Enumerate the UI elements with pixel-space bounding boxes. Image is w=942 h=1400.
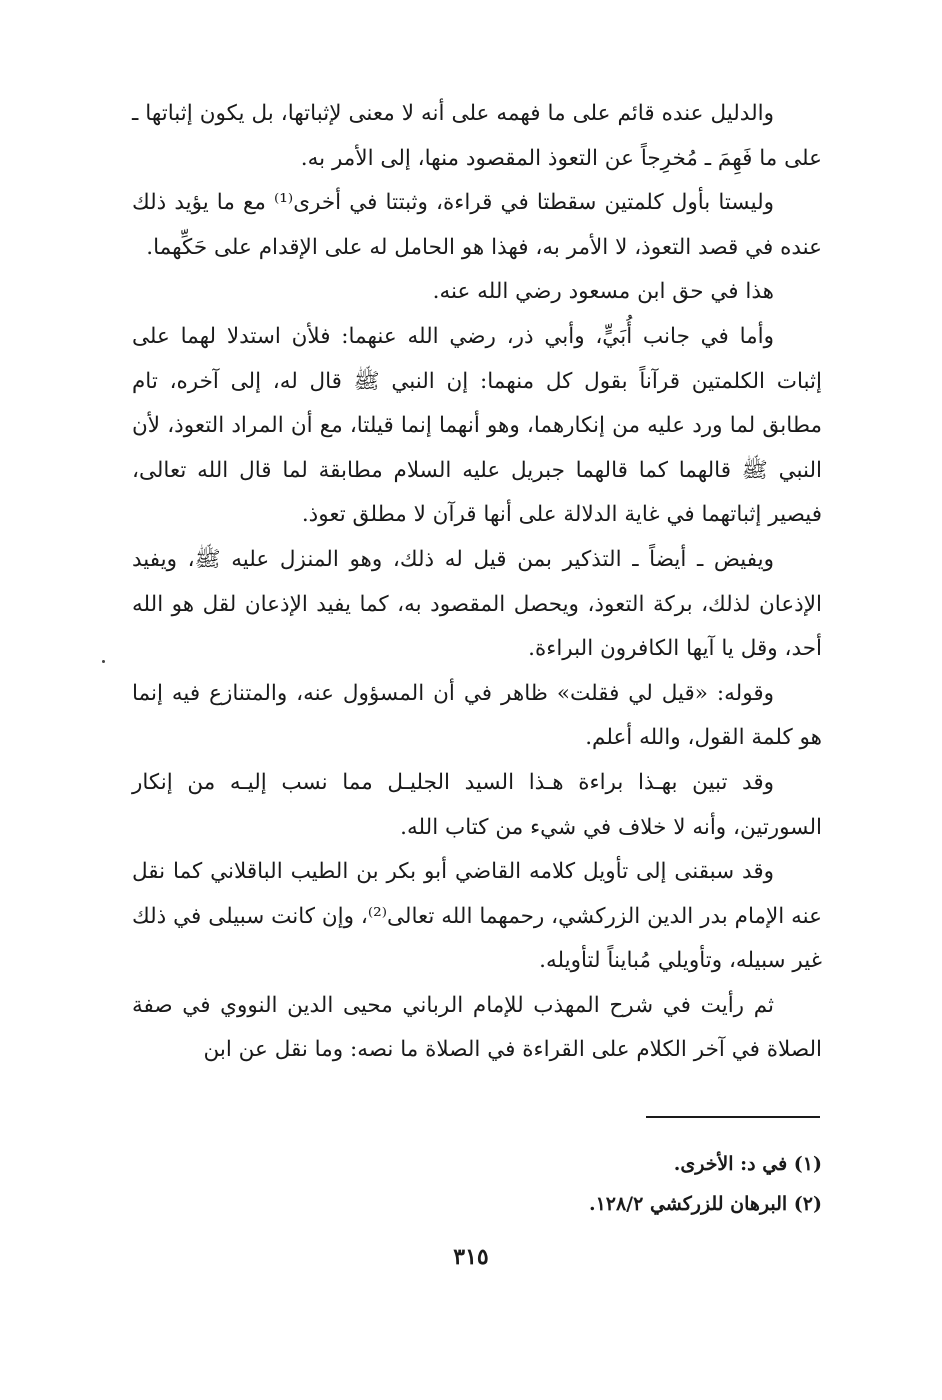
paragraph-7: وقد تبين بهـذا براءة هـذا السيد الجليـل مما نسب إليـه من إنكار السورتين، وأنه لا خلاف في شيء من كتاب الله. [132, 769, 822, 840]
footnote-2: (٢) البرهان للزركشي ١٢٨/٢. [588, 1193, 822, 1215]
paragraph-8: وقد سبقنى إلى تأويل كلامه القاضي أبو بكر بن الطيب الباقلاني كما نقل عنه الإمام بدر الدين الزركشي، رحمهما الله تعالى⁽²⁾، وإن كانت سبيلى في ذلك غير سبيله، وتأويلي مُبايناً لتأويله. [132, 859, 822, 974]
paragraph-9: ثم رأيت في شرح المهذب للإمام الرباني محيى الدين النووي في صفة الصلاة في آخر الكلام على القراءة في الصلاة ما نصه: وما نقل عن ابن [132, 992, 822, 1063]
paragraph-4: وأما في جانب أُبَيٍّ، وأبي ذر، رضي الله عنهما: فلأن استدلا لهما على إثبات الكلمتين قرآناً بقول كل منهما: إن النبي ﷺ قال له، إلى آخره، تام مطابق لما ورد عليه من إنكارهما، وهو أنهما إنما قيلتا، مع أن المراد التعوذ، لأن النبي ﷺ قالهما كما قالهما جبريل عليه السلام مطابقة لما قال الله تعالى، فيصير إثباتهما في غاية الدلالة على أنها قرآن لا مطلق تعوذ. [132, 323, 822, 528]
paragraph-6: وقوله: «قيل لي فقلت» ظاهر في أن المسؤول عنه، والمتنازع فيه إنما هو كلمة القول، والله أعلم. [132, 680, 822, 751]
main-text-block [132, 92, 822, 1073]
footnote-divider [646, 1116, 820, 1118]
page-number: ٣١٥ [453, 1244, 489, 1270]
margin-mark [102, 660, 105, 663]
footnote-1: (١) في د: الأخرى. [673, 1153, 822, 1175]
paragraph-3: هذا في حق ابن مسعود رضي الله عنه. [432, 279, 774, 305]
footnotes [132, 1144, 822, 1224]
paragraph-5: ويفيض ـ أيضاً ـ التذكير بمن قيل له ذلك، وهو المنزل عليه ﷺ، ويفيد الإذعان لذلك، بركة التعوذ، ويحصل المقصود به، كما يفيد الإذعان لقل هو الله أحد، وقل يا آيها الكافرون البراءة. [132, 546, 822, 662]
paragraph-2: وليستا بأول كلمتين سقطتا في قراءة، وثبتتا في أخرى⁽¹⁾ مع ما يؤيد ذلك عنده في قصد التعوذ، لا الأمر به، فهذا هو الحامل له على الإقدام على حَكِّهما. [132, 190, 822, 260]
paragraph-1: والدليل عنده قائم على ما فهمه على أنه لا معنى لإثباتها، بل يكون إثباتها ـ على ما فَهِمَ ـ مُخرِجاً عن التعوذ المقصود منها، إلى الأمر به. [132, 101, 822, 171]
